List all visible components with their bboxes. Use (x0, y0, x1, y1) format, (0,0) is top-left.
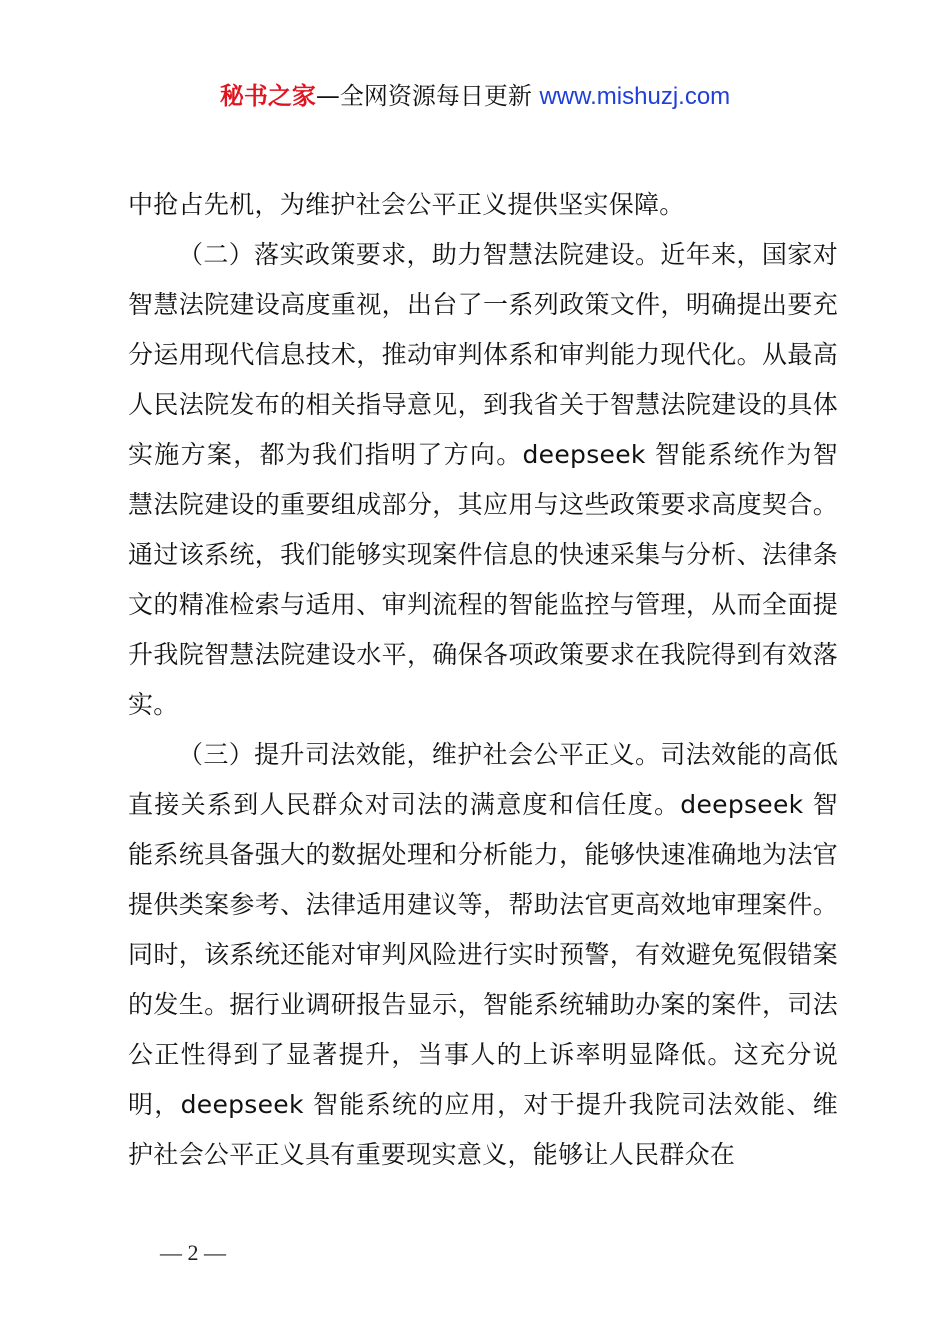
paragraph-continuation: 中抢占先机，为维护社会公平正义提供坚实保障。 (128, 190, 685, 219)
site-tagline: —全网资源每日更新 (315, 82, 532, 110)
site-header (0, 80, 950, 113)
site-url-link[interactable]: www.mishuzj.com (539, 83, 731, 110)
document-body (128, 180, 838, 1180)
paragraph-policy-requirements: （二）落实政策要求，助力智慧法院建设。近年来，国家对智慧法院建设高度重视，出台了一系列政策文件，明确提出要充分运用现代信息技术，推动审判体系和审判能力现代化。从最高人民法院发布的相关指导意见，到我省关于智慧法院建设的具体实施方案，都为我们指明了方向。deepseek 智能系统作为智慧法院建设的重要组成部分，其应用与这些政策要求高度契合。通过该系统，我们能够实现案件信息的快速采集与分析、法律条文的精准检索与适用、审判流程的智能监控与管理，从而全面提升我院智慧法院建设水平，确保各项政策要求在我院得到有效落实。 (128, 240, 838, 719)
paragraph-judicial-efficiency: （三）提升司法效能，维护社会公平正义。司法效能的高低直接关系到人民群众对司法的满意度和信任度。deepseek 智能系统具备强大的数据处理和分析能力，能够快速准确地为法官提供类案参考、法律适用建议等，帮助法官更高效地审理案件。同时，该系统还能对审判风险进行实时预警，有效避免冤假错案的发生。据行业调研报告显示，智能系统辅助办案的案件，司法公正性得到了显著提升，当事人的上诉率明显降低。这充分说明，deepseek 智能系统的应用，对于提升我院司法效能、维护社会公平正义具有重要现实意义，能够让人民群众在 (128, 740, 838, 1169)
site-name: 秘书之家 (219, 82, 316, 110)
page-number: — 2 — (160, 1240, 226, 1265)
